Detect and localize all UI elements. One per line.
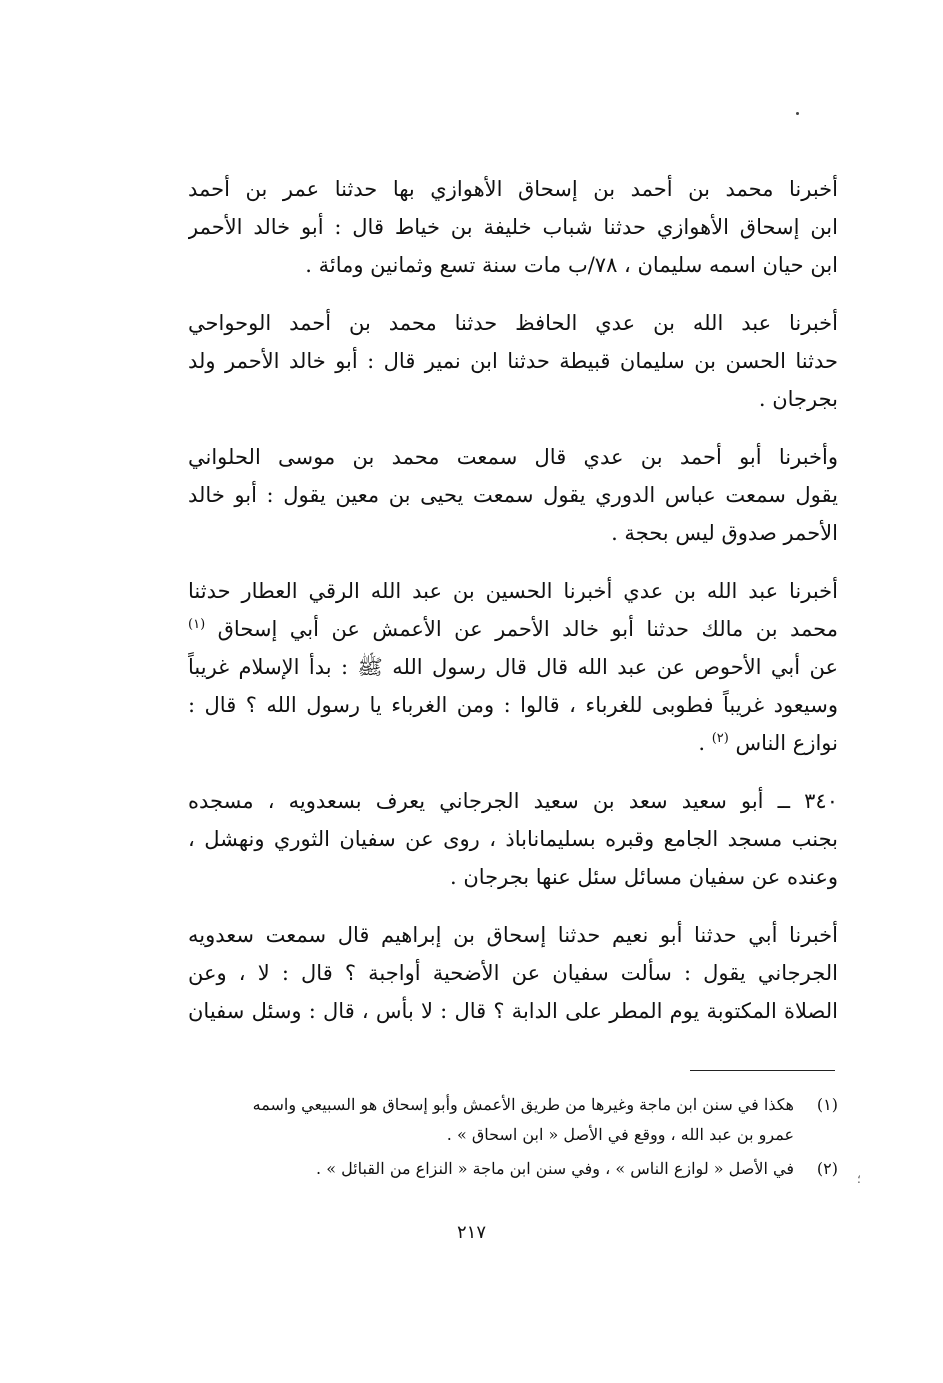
footnote-text [188, 1090, 794, 1150]
text-line: حدثنا الحسن بن سليمان قبيطة حدثنا ابن نمير قال : أبو خالد الأحمر ولد [188, 349, 838, 373]
footnote-line: عمرو بن عبد الله ، ووقع في الأصل « ابن اسحاق » . [446, 1125, 794, 1144]
footnote-number: (١) [816, 1095, 838, 1114]
footnote-line: في الأصل « لوازع الناس » ، وفي سنن ابن ماجة « النزاع من القبائل » . [316, 1159, 794, 1178]
text-line: وأخبرنا أبو أحمد بن عدي قال سمعت محمد بن موسى الحلواني [188, 445, 838, 469]
footnote-1 [188, 1090, 838, 1150]
main-text [188, 170, 838, 1050]
paragraph-1 [188, 170, 838, 284]
footnote-2 [188, 1154, 838, 1184]
footnote-number: (٢) [816, 1159, 838, 1178]
text-line: بجرجان . [758, 387, 838, 411]
text-line [188, 610, 838, 648]
text-line: وعنده عن سفيان مسائل سئل عنها بجرجان . [449, 865, 838, 889]
text-line: ٣٤٠ ــ أبو سعيد سعد بن سعيد الجرجاني يعرف بسعدويه ، مسجده [188, 789, 838, 813]
text-segment: أخبرنا عبد الله بن عدي أخبرنا الحسين بن عبد الله الرقي العطار حدثنا [188, 579, 838, 603]
text-line: أخبرنا أبي حدثنا أبو نعيم حدثنا إسحاق بن إبراهيم قال سمعت سعدويه [188, 923, 838, 947]
footnote-line: هكذا في سنن ابن ماجة وغيرها من طريق الأعمش وأبو إسحاق هو السبيعي واسمه [252, 1095, 794, 1114]
footnote-mark-2: (٢) [711, 731, 729, 746]
text-line [188, 572, 838, 610]
text-line: عن أبي الأحوص عن عبد الله قال قال رسول الله ﷺ : بدأ الإسلام غريباً [188, 655, 838, 679]
footnote-separator [690, 1070, 835, 1071]
text-line: بجنب مسجد الجامع وقبره بسليماناباذ ، روى عن سفيان الثوري ونهشل ، [188, 827, 838, 851]
footnote-text [188, 1154, 794, 1184]
text-line: الجرجاني يقول : سألت سفيان عن الأضحية أواجبة ؟ قال : لا ، وعن [188, 961, 838, 985]
text-line: ابن حيان اسمه سليمان ، ٧٨/ب مات سنة تسع وثمانين ومائة . [305, 253, 838, 277]
text-segment: محمد بن مالك حدثنا أبو خالد الأحمر عن الأعمش عن أبي إسحاق [217, 617, 838, 641]
text-segment: نوازع الناس [735, 731, 838, 755]
footnote-mark-1: (١) [188, 617, 206, 632]
text-line: الأحمر صدوق ليس بحجة . [611, 521, 838, 545]
paragraph-2 [188, 304, 838, 418]
footnotes [188, 1090, 838, 1188]
paragraph-4 [188, 572, 838, 762]
paragraph-6 [188, 916, 838, 1030]
text-line: أخبرنا محمد بن أحمد بن إسحاق الأهوازي بها حدثنا عمر بن أحمد [188, 177, 838, 201]
text-line [188, 724, 838, 762]
text-line: يقول سمعت عباس الدوري يقول سمعت يحيى بن معين يقول : أبو خالد [188, 483, 838, 507]
paragraph-3 [188, 438, 838, 552]
page-number: ٢١٧ [456, 1222, 486, 1243]
text-line: وسيعود غريباً فطوبى للغرباء ، قالوا : ومن الغرباء يا رسول الله ؟ قال : [188, 693, 838, 717]
sentence-end: . [698, 731, 705, 755]
text-line: أخبرنا عبد الله بن عدي الحافظ حدثنا محمد بن أحمد الوحواحي [188, 311, 838, 335]
text-line: الصلاة المكتوبة يوم المطر على الدابة ؟ قال : لا بأس ، قال : وسئل سفيان [188, 999, 838, 1023]
stray-dot [796, 112, 799, 115]
text-line: ابن إسحاق الأهوازي حدثنا شباب خليفة بن خياط قال : أبو خالد الأحمر [188, 215, 838, 239]
paragraph-5-entry-340 [188, 782, 838, 896]
margin-mark: ؛ [857, 1172, 861, 1186]
